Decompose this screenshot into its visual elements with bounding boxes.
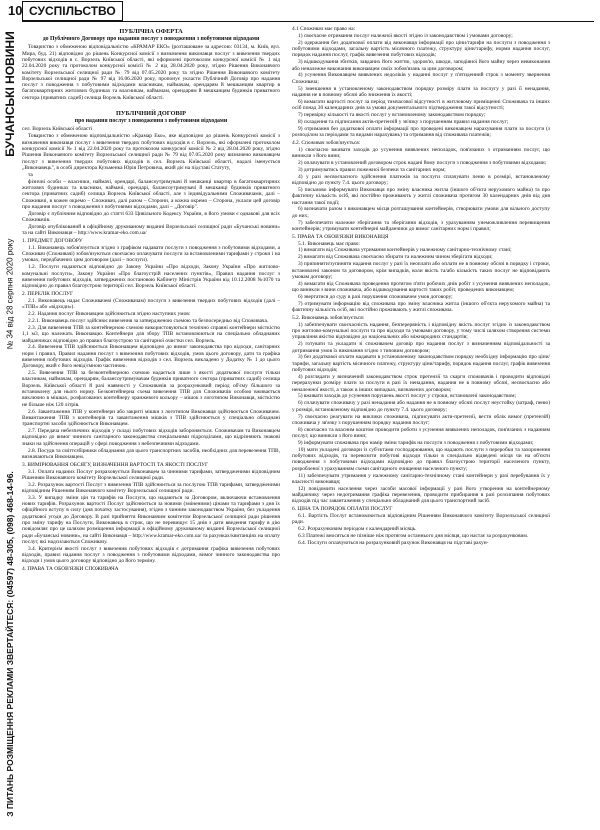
clause: 2) вимагати від Споживача своєчасно збирати та належним чином зберігати відходи; [298, 254, 493, 261]
clause: 6.4. Послуги оплачуються на розрахунковий рахунок Виконавця на підставі рахун- [298, 540, 489, 547]
clause: 8) складення та підписання актів-претензій у зв'язку з порушенням правил надання послуг; [298, 118, 509, 125]
contract-city: сел. Ворзель Київської області [22, 126, 93, 133]
clause: 2) одержання без додаткової оплати від виконавця інформації про ціни/тарифи на послуги з поводження з побутовими відходами, загальну вартість місячного платежу, структуру ціни/тарифу, норми надання послуг, порядок надання послуг, графік вивезення побутових відходів; [292, 39, 550, 59]
clause: 1.1. Виконавець зобов'язується згідно з графіком надавати послуги з поводження з побутовими відходами, а Споживач (Споживачі) зобов'язуються своєчасно оплачувати послуги за встановленими тарифами у строки і на умовах, передбачених цим договором (далі – послуги). [22, 244, 280, 264]
contract-paragraph: Договір є публічним відповідно до статті 633 Цивільного Кодексу України, в його умови є однакові для всіх Споживачів. [22, 210, 280, 224]
clause: 6) звертатися до суду в разі порушення споживачем умов договору; [298, 293, 453, 300]
clause: 2.6. Завантаження ТПВ у контейнери або закриті мішки з логотипом Виконавця здійснюється Споживачем. Вивантаження ТПВ з контейнерів та завантаження мішків з ТПВ здійснюється у спеціально обладнані транспортні засоби здійснюється Виконавцем. [22, 408, 280, 428]
clause: 5) вживати заходів до усунення порушень якості послуг у строки, встановлені законодавством; [298, 393, 517, 400]
contract-paragraph: та [28, 171, 33, 178]
contract-paragraph: Товариство з обмеженою відповідальністю «Крамар Еко», яке відповідно до рішень Конкурсної комісії з визначення виконавця послуг з вивезення твердих побутових відходів в с. Ворзель, які оформлені протоколом конкурсної комісії № 1 від 22.04.2020 року та протоколом конкурсної комісії № 2 від 28.04.2020 року, згідно Рішення Виконавчого комітету Ворзельської селищної ради № 79 від 07.05.2020 року визначено виконавцем послуг з вивезення твердих побутових відходів в сел. Ворзель Київської області, надалі іменується „Виконавець", в особі директора Кузьменка Юрія Петровича, який діє на підставі Статуту, [22, 133, 280, 171]
clause: 12) повідомити населення через засоби масової інформації у разі його утворення на контейнерному майданчику через недотримання графіка перевезення, проводити прибирання в разі розсипання побутових відходів під час завантаження у спеціально обладнаний для цього транспортний засіб. [292, 485, 550, 505]
offer-title: ПУБЛІЧНА ОФЕРТА [119, 28, 183, 35]
right-column [292, 26, 550, 547]
clause: 10) мати укладені договори із суб'єктами господарювання, що надають послуги з переробки та захоронення побутових відходів, та перевозити побутові відходи тільки в спеціально відведені місця чи на об'єкти поводження з побутовими відходами відповідно до правил благоустрою території населеного пункту, розробленої з урахуванням схеми санітарного очищення населеного пункту; [292, 446, 550, 472]
clause: 2.1. Виконавець надає Споживачеві (Споживачам) послуги з вивезення твердих побутових відходів (далі – «ТПВ» або «відходи»). [22, 297, 280, 311]
issue-info: № 34 від 28 серпня 2020 року [5, 238, 15, 350]
clause: 2) готувати та укладати зі споживачем договір про надання послуг з визначенням відповідальності за дотримання умов їх виконання згідно з типовим договором; [292, 341, 550, 354]
section-heading: 2. ПЕРЕЛІК ПОСЛУГ [22, 291, 74, 298]
section-heading: 1. ПРЕДМЕТ ДОГОВОРУ [22, 238, 83, 244]
clause: 5) письмово інформувати Виконавця про зміну власника житла (іншого об'єкта нерухомого майна) та про фактичну кількість осіб, які постійно проживають у житлі споживача протягом 30 календарних днів від дня настання такої події; [292, 186, 550, 206]
clause: 4.1 Споживач має право на: [292, 26, 356, 32]
clause: 3.1. Оплата наданих Послуг розраховується Виконавцем за чинними тарифами, затвердженими відповідним Рішенням Виконавчого комітету Ворзельської селищної ради. [22, 468, 280, 481]
section-heading: 4. ПРАВА ТА ОБОВ'ЯЗКИ СПОЖИВАЧА [22, 566, 119, 573]
clause: 5.1. Виконавець має право: [298, 240, 360, 247]
clause: 7) отримувати інформацію від споживача про зміну власника житла (іншого об'єкта нерухомого майна) та фактичну кількість осіб, які постійно проживають у житлі споживача. [292, 300, 550, 314]
section-heading: 5. ПРАВА ТА ОБОВ'ЯЗКИ ВИКОНАВЦЯ [292, 233, 389, 240]
clause: 1) своєчасне отримання послуг належної якості згідно із законодавством і умовами договору; [298, 32, 513, 39]
clause: 1.2. Послуги надаються відповідно до Закону України «Про відходи, Закону України «Про житлово-комунальні послуги», Закону України «Про благоустрій населених пунктів», Правил надання послуг з вивезення побутових відходів, затверджених постановою Кабінету Міністрів України від 10.12.2008 №1070 та відповідно до правил благоустрою території сел. Ворзель Київської області. [22, 264, 280, 290]
contract-title: ПУБЛІЧНИЙ ДОГОВІР [115, 109, 187, 117]
clause: 9) інформувати споживача про намір зміни тарифів на послуги з поводження з побутовими відходами; [298, 439, 534, 446]
offer-body: Товариство з обмеженою відповідальністю «КРАМАР ЕКО» (розташоване за адресою: 03134, м. Київ, вул. Мира, буд. 21) відповідно до рішень Конкурсної комісії з визначення виконавця послуг з вивезення твердих побутових відходів в с. Ворзель Київської області, які оформлені протоколом конкурсної комісії № 1 від 22.04.2020 року та протоколом конкурсної комісії № 2 від 28.04.2020 року, згідно Рішення Виконавчого комітету Ворзельської селищної ради № 79 від 07.05.2020 року та згідно Рішення Виконавчого комітету Ворзельської селищної ради № 97 від 16.06.2020 року, пропонує укласти Публічний Договір про надання послуг з поводження з побутовими відходами власникам, наймачам, орендарям й мешканцям квартир в багатоквартирних житлових будинках та власникам, наймачам, орендарям й мешканцям будинків приватного сектора (приватних садиб) селища Ворзель Київської області. [22, 44, 280, 101]
clause: 11) забезпечувати утримання у належному санітарно-технічному стані контейнери у разі перебування їх у власності виконавця; [292, 472, 550, 485]
clause: 3) без додаткової оплати надавати в установленому законодавством порядку необхідну інформацію про ціни/тарифи, загальну вартість місячного платежу, структуру ціни/тарифу, порядок надання послуг, графік вивезення побутових відходів; [292, 354, 550, 374]
clause: 2.8. Посуди та сміттєзбірники обладнання для цього транспортних засобів, необхідних для перевезення ТПВ, визначаються Виконавцем. [22, 447, 280, 460]
clause: 5) зменшення в установленому законодавством порядку розміру плати за послугу у разі її ненадання, надання не в повному обсязі або зниження їх якості; [292, 85, 550, 98]
page-header [0, 0, 600, 22]
clause: 6.2. Розрахунковим періодом є календарний місяць. [298, 526, 417, 533]
left-column [22, 26, 280, 573]
clause: 4) розглядати у визначений законодавством строк претензії та скарги споживачів і проводити відповідні перерахунки розміру плати за послуги в разі їх ненадання, надання не в повному обсязі, несвоєчасно або неналежної якості, а також в інших випадках, визначених договором; [292, 373, 550, 393]
clause: 4) вимагати від Споживача проведення протягом п'яти робочих днів робіт з усунення виявлених неполадок, що виникли з вини споживача, або відшкодування вартості таких робіт, проведених виконавцем; [292, 280, 550, 294]
contract-paragraph: Договір опублікований в офіційному друкованому виданні Ворзельської селищної ради «Бучанські новини» та на сайті Виконавця – http://www.kramar-eko.com.ua/ [22, 223, 280, 237]
clause: 2.2. Надання послуг Виконавцем здійснюється згідно наступних умов: [28, 311, 191, 318]
header-divider [22, 21, 594, 22]
clause: 6) вимагати вартості послуг за період тимчасової відсутності в житловому приміщенні Споживача та інших осіб понад 30 календарних днів за умови документального підтвердження такої відсутності; [292, 98, 550, 112]
clause: 4) усунення Виконавцем виявлених недоліків у наданні послуг у п'ятиденний строк з моменту звернення Споживача; [292, 72, 550, 85]
clause: 2.7. Передача небезпечних відходів у складі побутових відходів забороняється. Споживачам та Виконавцем відповідно до вимог чинного санітарного законодавства спеціальними підрозділами, що відрізняють знакові знаки на здійснення операцій у сфері поводження з небезпечними відходами. [22, 428, 280, 447]
clause: 1) вимагати від Споживача утримання контейнерів у належному санітарно-технічному стані; [298, 247, 512, 254]
clause: 1) забезпечувати своєчасність надання, безперервність і відповідну якість послуг згідно із законодавством про житлово-комунальні послуги та про відходи та умовами договору, у тому числі шляхом створення системи управління якістю відповідно до національних або міжнародних стандартів; [292, 321, 550, 341]
offer-subtitle: до Публічного Договору про надання послуг з поводження з побутовими відходами [42, 36, 260, 42]
clause: 7) своєчасно реагувати на виклики споживача, підписувати акти-претензії, вести облік вимог (претензій) споживача у зв'язку з порушенням порядку надання послуг; [292, 413, 550, 426]
clause: 6) визначати разом з виконавцем місця розташування контейнерів, створювати умови для вільного доступу до них; [292, 206, 550, 219]
clause: 3) дотримуватись правил пожежної безпеки та санітарних норм; [298, 166, 446, 173]
clause: 3.4. Критерієм якості послуг з вивезення побутових відходів є дотримання графіка вивезення побутових відходів, правил надання послуг з поводження з побутовими відходами, вимог чинного законодавства про відходи і умов цього договору відповідно до його терміну. [22, 545, 280, 565]
clause: 3.2. Розрахунок вартості Послуг з вивезення ТПВ здійснюється за послугою ТПВ тарифами, затвердженими відповідним Рішенням Виконавчого комітету Ворзельської селищної ради. [22, 481, 280, 494]
clause: 2) оплачувати в установлений договором строк надані йому послуги з поводження з побутовими відходами; [298, 159, 547, 166]
clause: 6.3 Платежі вносяться не пізніше ніж протягом останнього дня місяця, що настає за розрахунковим. [298, 533, 529, 540]
contract-subtitle: про надання послуг з поводження з побутовими відходами [74, 117, 228, 124]
clause: 6.1. Вартість Послуг встановлюється відповідним Рішенням Виконавчого комітету Ворзельської селищної ради. [292, 513, 550, 526]
newspaper-brand: БУЧАНСЬКІ НОВИНИ [3, 31, 17, 157]
clause: 3.3. У випадку зміни цін та тарифів на Послуги, що надаються за Договором, включаючи встановлення нових тарифів. Розрахунок вартості Послуг здійснюється за новими (зміненими) цінами та тарифами з дня їх офіційного вступу в силу (дня початку застосування), згідно з чинним законодавством України, без укладення додаткової угоди до Договору. В разі прийняття Виконавчим комітетом Ворзельської селищної ради рішення про зміну тарифу на Послуги, Виконавець в строк, що не перевищує 15 днів з дати введення тарифу в дію повідомляє про це шляхом розміщення інформації в офіційному друкованому виданні Ворзельської селищної ради «Бучанські новини», на сайті Виконавця – http://www.kramar-eko.com.ua/ та рахунках/квитанціях на оплату послуг, які надсилаються Споживачу. [22, 494, 280, 545]
sidebar [0, 24, 20, 824]
clause: 9) отримання без додаткової оплати інформації про проведені виконавцем нарахування плати за послуги (з розподілом за періодами та видами нарахувань) та отримання від споживача платежів; [292, 125, 550, 139]
ad-contact: З ПИТАНЬ РОЗМІЩЕННЯ РЕКЛАМИ ЗВЕРТАЙТЕСЯ: (04597) 48-305, (098) 468-14-96. [5, 471, 15, 817]
clause-heading: 5.2. Виконавець зобов'язується: [292, 314, 365, 321]
clause: 3) припиняти/зупиняти надання послуг у разі їх неоплати або оплати не в повному обсязі в порядку і строки, встановлені законом та договором, крім випадків, коли якість та/або кількість таких послуг не відповідають умовам договору; [292, 261, 550, 280]
clause: 2.4. Вивезення ТПВ здійснюється Виконавцем відповідно до вимог законодавства про відходи, санітарних норм і правил, Правил надання послуг з вивезення побутових відходів, умов цього договору, дати та графіка вивезення побутових відходів. Графік вивезення відходів з сел. Ворзель викладено у Додатку № 1 до цього Договору, який є його невід'ємною частиною. [22, 344, 280, 370]
clause-heading: 4.2. Споживач зобов'язується: [292, 139, 361, 146]
clause: 4) у разі несвоєчасного здійснення платежів за послуги сплачувати пеню в розмірі, встановленому відповідно до пункту 7.4. цього договору; [292, 173, 550, 187]
clause: 3) відшкодування збитків, завданих його життю, здоров'ю, шкоди, заподіяної його майну через невиконання або неналежне виконання виконавцем своїх зобов'язань за цим договором; [292, 59, 550, 72]
clause: 2.3. Для вивезення ТПВ за контейнерною схемою використовуються технічно справні контейнери місткістю 1,1 м3, що належать Виконавцю. Контейнери для збору ТПВ встановлюються на спеціально обладнаних майданчиках відповідно до правил благоустрою та санітарної очистки сел. Ворзель. [22, 324, 280, 344]
clause: 6) сплачувати споживачу у разі ненадання або надання не в повному обсязі послуг неустойку (штраф, пеню) у розмірі, встановленому відповідно до пункту 7.4. цього договору; [292, 400, 550, 413]
clause: 2.2.1. Виконавець послуг здійснює вивезення за затвердженою схемою та безпосередньо від Споживача. [28, 318, 269, 325]
section-heading: 3. ВИМІРЮВАННЯ ОБСЯГУ, ВИЗНАЧЕННЯ ВАРТОСТІ ТА ЯКОСТІ ПОСЛУГ [22, 461, 209, 468]
contract-paragraph: фізичні особи – власники, наймачі, орендарі, балансоутримувачі й мешканці квартир в багатоквартирних житлових будинках та власники, наймачі, орендарі, балансоутримувачі й мешканці будинків приватного сектора (приватних садиб) селища Ворзель Київської області, але з індивідуальними Споживачами, далі – Споживачі, в кожен окремо – Споживач, далі разом – Сторони, а кожна окремо – Сторона, уклали цей договір про надання послуг з поводження з побутовими відходами, далі – „Договір". [22, 178, 280, 210]
clause: 2.5. Вивезення ТПВ за безконтейнерною схемою надається лише з якості додаткової послуги тільки власникам, наймачам, орендарям, балансоутримувачам будинків приватного сектора (приватних садиб) селища Ворзель Київської області й разі наявності у Споживачів за розрахунковий період об'єму більшого за встановлену для нього норму. Безконтейнерна схема вивезення ТПВ для Споживачів особою вживається виключно в мішках, розфасованих контейнеру оранжевого кольору – мішок з логотипом Виконавця, місткістю не більше ніж 120 літрів. [22, 370, 280, 408]
section-heading: 6. ЦІНА ТА ПОРЯДОК ОПЛАТИ ПОСЛУГ [292, 506, 393, 513]
clause: 7) забезпечити належне зберігання та зберігання відходів, з урахуванням унеможливлення перевищення контейнерів; утримувати контейнерні майданчики до вимог санітарних норм і правил; [292, 219, 550, 232]
clause: 1) своєчасно вживати заходів до усунення виявлених неполадок, пов'язаних з отриманням послуг, що виникли з його вини; [292, 146, 550, 160]
clause: 8) своєчасно та власним коштом проводити роботи з усунення виявлених неполадок, пов'язаних з наданням послуг, що виникли з його вини; [292, 426, 550, 440]
section-title: СУСПІЛЬСТВО [22, 1, 123, 21]
page-number: 10 [8, 3, 23, 18]
clause: 7) перевірку кількості та якості послуг у встановленому законодавством порядку; [298, 112, 486, 119]
